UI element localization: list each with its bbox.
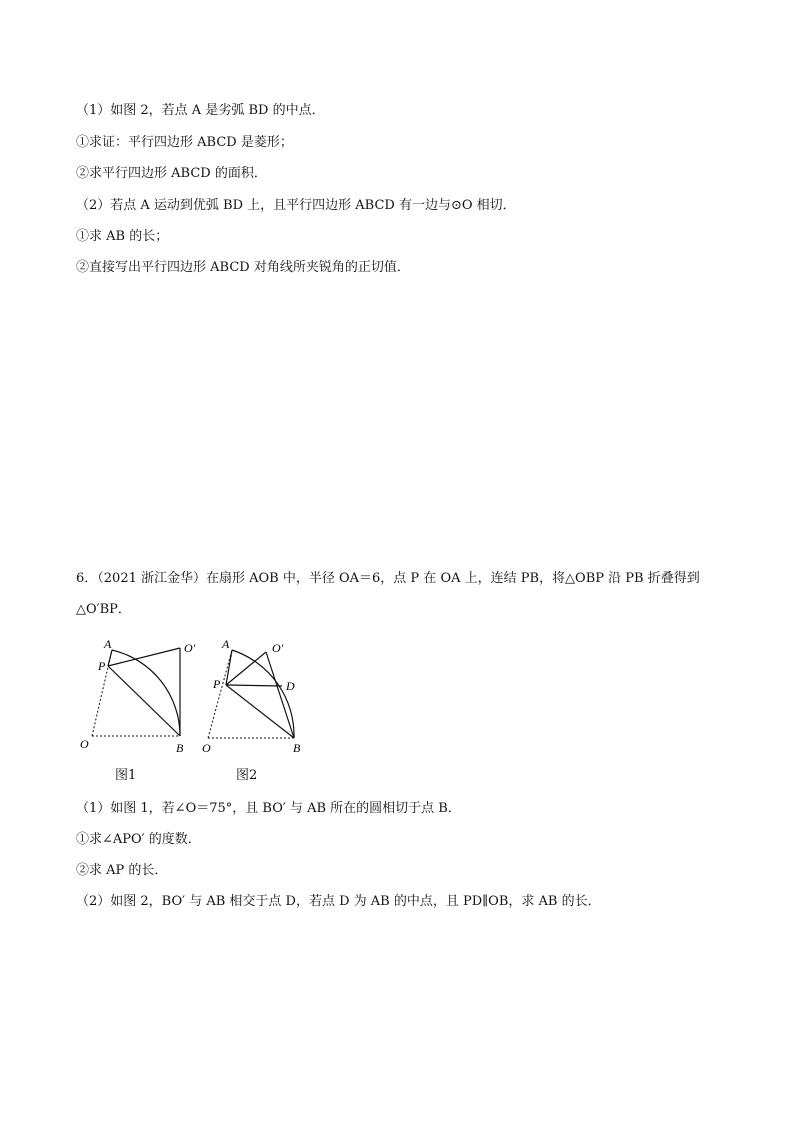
problem6-stem-line1: 6．（2021 浙江金华）在扇形 AOB 中，半径 OA＝6，点 P 在 OA 上，连结 PB，将△OBP 沿 PB 折叠得到 xyxy=(76,571,700,586)
part1-q1b: ②求平行四边形 ABCD 的面积． xyxy=(76,166,267,181)
fig2-label-A: A xyxy=(222,637,230,651)
figure-2 xyxy=(196,630,316,760)
fig2-segment-PO2 xyxy=(226,652,266,685)
fig1-label-O2: O′ xyxy=(184,641,196,655)
part1-q1a: ①求证：平行四边形 ABCD 是菱形； xyxy=(76,135,293,150)
fig2-segment-OA xyxy=(208,650,232,738)
part1-q2b: ②直接写出平行四边形 ABCD 对角线所夹锐角的正切值． xyxy=(76,260,410,275)
fig1-label-P: P xyxy=(98,659,106,673)
part1-q1: （1）如图 2，若点 A 是劣弧 BD 的中点． xyxy=(76,103,325,118)
fig2-segment-O2B xyxy=(266,652,294,738)
fig2-label-D: D xyxy=(286,679,295,693)
fig1-caption: 图1 xyxy=(115,768,137,783)
fig2-label-O2: O′ xyxy=(272,641,284,655)
problem6-q1a: ①求∠APO′ 的度数． xyxy=(76,832,201,847)
fig1-segment-PA xyxy=(108,650,112,666)
fig2-label-P: P xyxy=(213,677,221,691)
part1-q2a: ①求 AB 的长； xyxy=(76,229,169,244)
figure-1 xyxy=(76,630,206,760)
fig2-segment-PD xyxy=(226,685,282,686)
fig1-segment-PB xyxy=(108,666,180,736)
fig1-label-B: B xyxy=(176,741,184,755)
fig2-arc-AB xyxy=(232,650,294,738)
fig1-label-O: O xyxy=(80,737,89,751)
part1-q2: （2）若点 A 运动到优弧 BD 上，且平行四边形 ABCD 有一边与⊙O 相切． xyxy=(76,198,516,213)
problem6-stem-line2: △O′BP． xyxy=(76,602,131,617)
fig2-label-B: B xyxy=(293,741,301,755)
fig1-segment-PO2 xyxy=(108,648,180,666)
problem6-q2: （2）如图 2，BO′ 与 AB 相交于点 D，若点 D 为 AB 的中点，且 PD∥OB，求 AB 的长． xyxy=(76,894,601,909)
fig2-label-O: O xyxy=(202,741,211,755)
fig2-caption: 图2 xyxy=(236,768,258,783)
fig1-label-A: A xyxy=(104,637,112,651)
problem6-q1: （1）如图 1，若∠O＝75°，且 BO′ 与 AB 所在的圆相切于点 B． xyxy=(76,801,461,816)
problem6-q1b: ②求 AP 的长． xyxy=(76,863,168,878)
